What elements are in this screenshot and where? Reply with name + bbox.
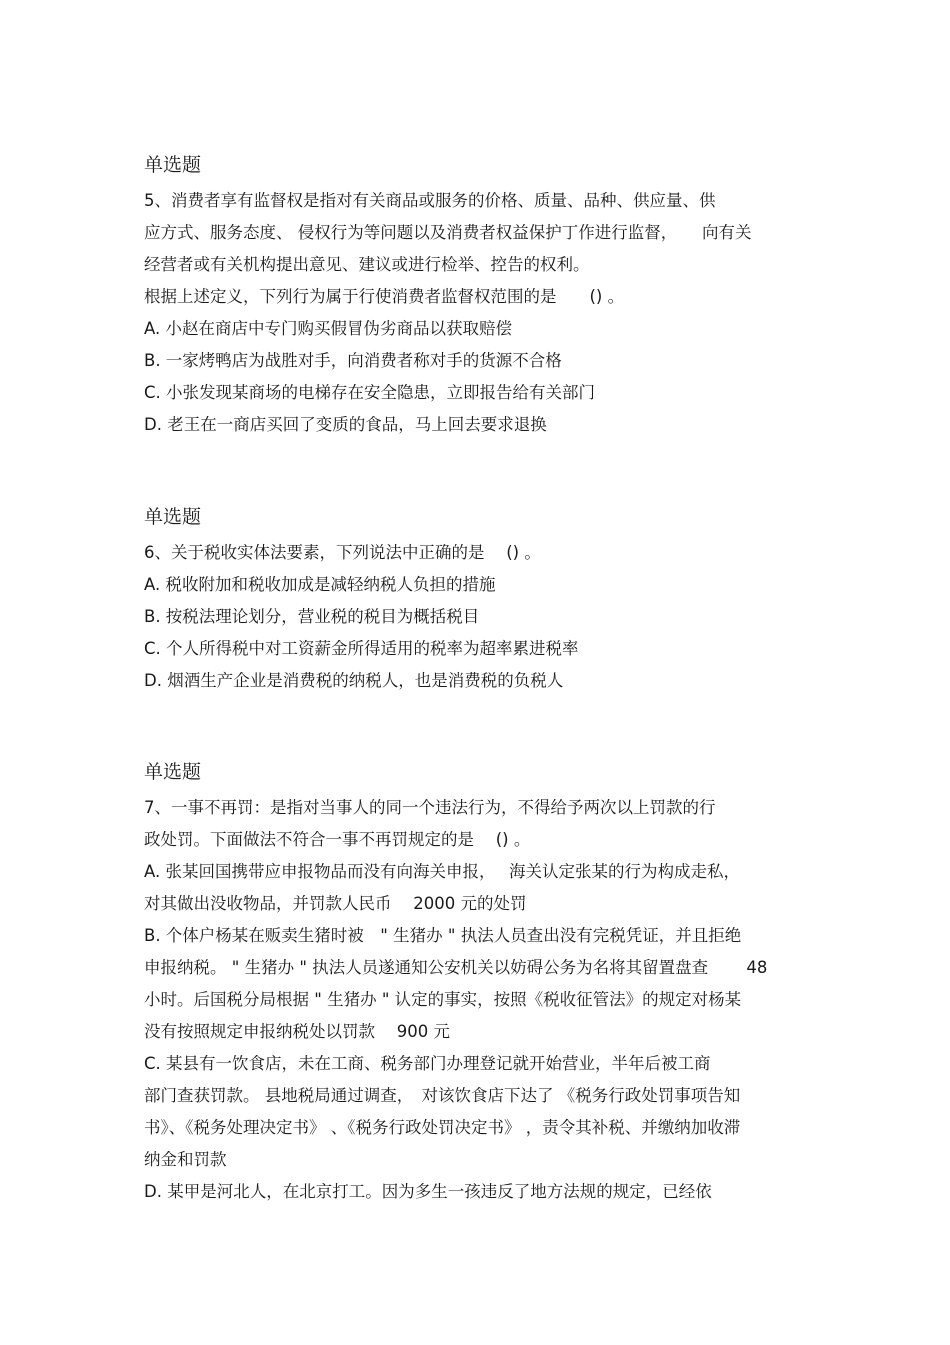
option-c-continued: 书》、《税务处理决定书》 、《税务行政处罚决定书》 ，责令其补税、并缴纳加收滞 — [144, 1118, 741, 1137]
option-a: A. 税收附加和税收加成是减轻纳税人负担的措施 — [144, 575, 496, 594]
option-b: B. 个体户杨某在贩卖生猪时被 " 生猪办 " 执法人员查出没有完税凭证，并且拒绝 — [144, 926, 742, 945]
question-stem-line: 应方式、服务态度、 侵权行为等问题以及消费者权益保护丁作进行监督， 向有关 — [144, 223, 752, 242]
option-c: C. 小张发现某商场的电梯存在安全隐患，立即报告给有关部门 — [144, 383, 596, 402]
question-type-heading: 单选题 — [144, 154, 202, 176]
option-a: A. 小赵在商店中专门购买假冒伪劣商品以获取赔偿 — [144, 319, 512, 338]
question-stem-line: 5、消费者享有监督权是指对有关商品或服务的价格、质量、品种、供应量、供 — [144, 191, 716, 210]
question-type-heading: 单选题 — [144, 506, 202, 528]
option-c-continued: 纳金和罚款 — [144, 1150, 227, 1169]
question-stem-line: 经营者或有关机构提出意见、建议或进行检举、控告的权利。 — [144, 255, 590, 274]
option-d: D. 某甲是河北人，在北京打工。因为多生一孩违反了地方法规的规定，已经依 — [144, 1182, 712, 1201]
question-type-heading: 单选题 — [144, 761, 202, 783]
option-a: A. 张某回国携带应申报物品而没有向海关申报， 海关认定张某的行为构成走私， — [144, 862, 740, 881]
option-d: D. 老王在一商店买回了变质的食品，马上回去要求退换 — [144, 415, 547, 434]
question-stem-line: 7、一事不再罚：是指对当事人的同一个违法行为，不得给予两次以上罚款的行 — [144, 798, 716, 817]
option-c-continued: 部门查获罚款。 县地税局通过调查， 对该饮食店下达了 《税务行政处罚事项告知 — [144, 1086, 741, 1105]
option-c: C. 个人所得税中对工资薪金所得适用的税率为超率累进税率 — [144, 639, 579, 658]
option-a-continued: 对其做出没收物品，并罚款人民币 2000 元的处罚 — [144, 894, 527, 913]
option-b: B. 按税法理论划分，营业税的税目为概括税目 — [144, 607, 480, 626]
question-5 — [144, 153, 824, 441]
option-b-continued: 小时。后国税分局根据 " 生猪办 " 认定的事实，按照《税收征管法》的规定对杨某 — [144, 990, 742, 1009]
question-prompt-line: 政处罚。下面做法不符合一事不再罚规定的是 () 。 — [144, 830, 531, 849]
option-b: B. 一家烤鸭店为战胜对手，向消费者称对手的货源不合格 — [144, 351, 562, 370]
option-d: D. 烟酒生产企业是消费税的纳税人，也是消费税的负税人 — [144, 671, 564, 690]
question-prompt-line: 根据上述定义，下列行为属于行使消费者监督权范围的是 () 。 — [144, 287, 625, 306]
option-b-continued: 没有按照规定申报纳税处以罚款 900 元 — [144, 1022, 450, 1041]
option-b-continued: 申报纳税。 " 生猪办 " 执法人员遂通知公安机关以妨碍公务为名将其留置盘查 48 — [144, 958, 768, 977]
question-prompt-line: 6、关于税收实体法要素，下列说法中正确的是 () 。 — [144, 543, 541, 562]
question-7 — [144, 760, 824, 1208]
question-6 — [144, 505, 824, 697]
option-c: C. 某县有一饮食店，未在工商、税务部门办理登记就开始营业，半年后被工商 — [144, 1054, 711, 1073]
